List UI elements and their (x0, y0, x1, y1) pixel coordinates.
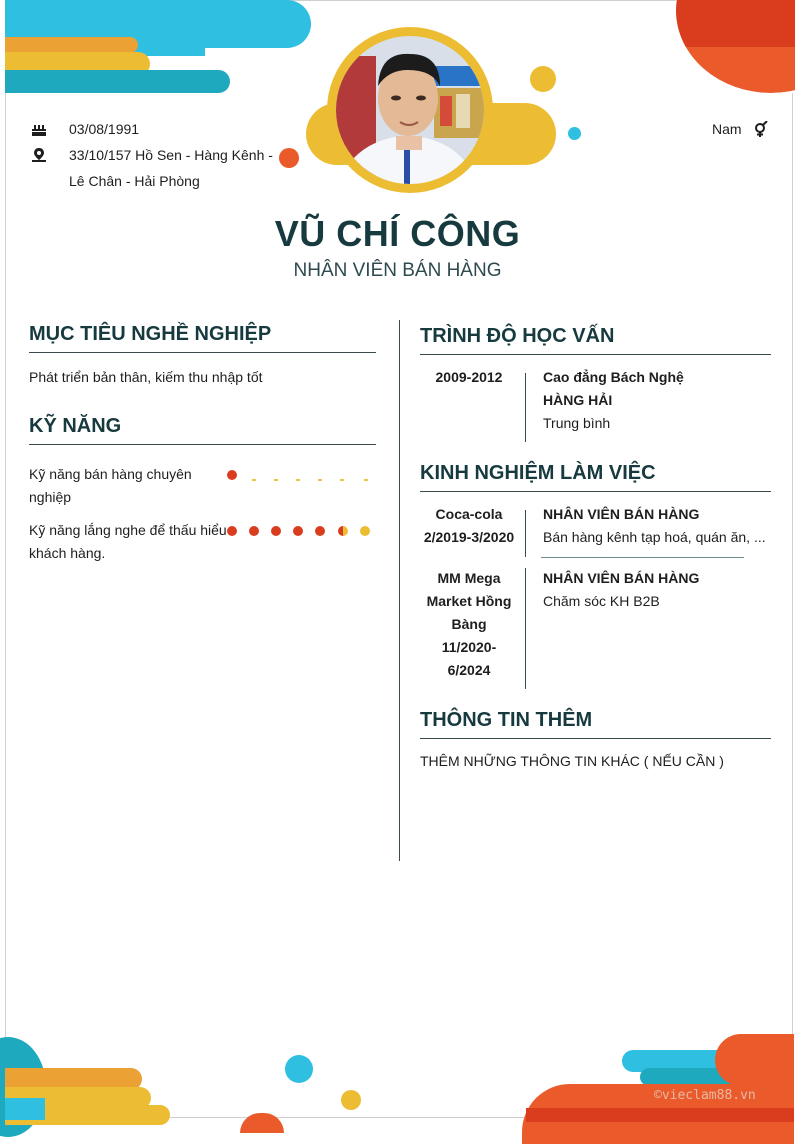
column-divider (399, 320, 400, 861)
job-description: Bán hàng kênh tạp hoá, quán ăn, ... (543, 529, 766, 545)
skill-name-line2: khách hàng. (29, 545, 106, 561)
rating-dot (293, 526, 303, 536)
education-period: 2009-2012 (435, 369, 503, 385)
experience-timeline-1 (525, 510, 526, 557)
rating-dot (227, 470, 237, 480)
experience-separator (541, 557, 744, 558)
decor-blob-red-bottomright (526, 1108, 794, 1122)
birthdate: 03/08/1991 (69, 121, 140, 137)
job-role: NHÂN VIÊN BÁN HÀNG (543, 570, 700, 586)
work-period-line1: 11/2020- (441, 639, 497, 655)
company-name-line3: Bàng (451, 616, 487, 632)
company-name: Coca-cola (435, 506, 503, 522)
extra-info-text: THÊM NHỮNG THÔNG TIN KHÁC ( NẾU CẦN ) (420, 753, 724, 769)
school-name-line1: Cao đẳng Bách Nghệ (543, 369, 684, 385)
education-title: TRÌNH ĐỘ HỌC VẤN (420, 325, 771, 355)
address-line1: 33/10/157 Hồ Sen - Hàng Kênh - (69, 147, 273, 163)
decor-blob-teal-top (5, 70, 230, 93)
map-pin-icon (31, 147, 47, 163)
rating-dot (271, 526, 281, 536)
job-description: Chăm sóc KH B2B (543, 593, 660, 609)
watermark: ©vieclam88.vn (654, 1088, 756, 1103)
rating-dot (318, 479, 322, 481)
rating-dot (364, 479, 368, 481)
decor-blob-orange-top (5, 37, 138, 53)
work-period-line2: 6/2024 (447, 662, 491, 678)
decor-dot-yellow-photo (530, 66, 556, 92)
work-period: 2/2019-3/2020 (423, 529, 515, 545)
rating-dot (315, 526, 325, 536)
decor-dot-yellow-bottom (341, 1090, 361, 1110)
job-role: NHÂN VIÊN BÁN HÀNG (543, 506, 700, 522)
decor-blob-orange-bottomright-top (715, 1034, 794, 1086)
skills-title: KỸ NĂNG (29, 415, 376, 445)
rating-dot (340, 479, 344, 481)
address-line2: Lê Chân - Hải Phòng (69, 173, 200, 189)
skill-name-line2: nghiệp (29, 489, 72, 505)
school-name-line2: HÀNG HẢI (543, 392, 613, 408)
decor-dot-orange-photo (279, 148, 299, 168)
company-name-line1: MM Mega (437, 570, 501, 586)
rating-dot (274, 479, 278, 481)
gender: Nam (712, 121, 742, 137)
job-position: NHÂN VIÊN BÁN HÀNG (293, 260, 502, 281)
rating-dot (249, 526, 259, 536)
skill-name-line1: Kỹ năng bán hàng chuyên (29, 466, 192, 482)
avatar (327, 27, 493, 193)
objective-title: MỤC TIÊU NGHỀ NGHIỆP (29, 323, 376, 353)
full-name: VŨ CHÍ CÔNG (274, 213, 521, 254)
education-timeline (525, 373, 526, 442)
skill-name-line1: Kỹ năng lắng nghe để thấu hiểu (29, 522, 227, 538)
rating-dot (227, 526, 237, 536)
decor-blob-blue-bottomleft (5, 1098, 45, 1120)
objective-text: Phát triển bản thân, kiếm thu nhập tốt (29, 369, 263, 385)
cake-icon (31, 121, 47, 137)
company-name-line2: Market Hồng (426, 593, 512, 609)
rating-dot (296, 479, 300, 481)
rating-dot (252, 479, 256, 481)
rating-dot-half (338, 526, 348, 536)
experience-title: KINH NGHIỆM LÀM VIỆC (420, 462, 771, 492)
extra-info-title: THÔNG TIN THÊM (420, 709, 771, 739)
rating-dot (360, 526, 370, 536)
education-grade: Trung bình (543, 415, 611, 431)
decor-dot-blue-photo (568, 127, 581, 140)
decor-dot-teal-bottom (285, 1055, 313, 1083)
experience-timeline-2 (525, 568, 526, 689)
gender-icon (753, 121, 769, 137)
